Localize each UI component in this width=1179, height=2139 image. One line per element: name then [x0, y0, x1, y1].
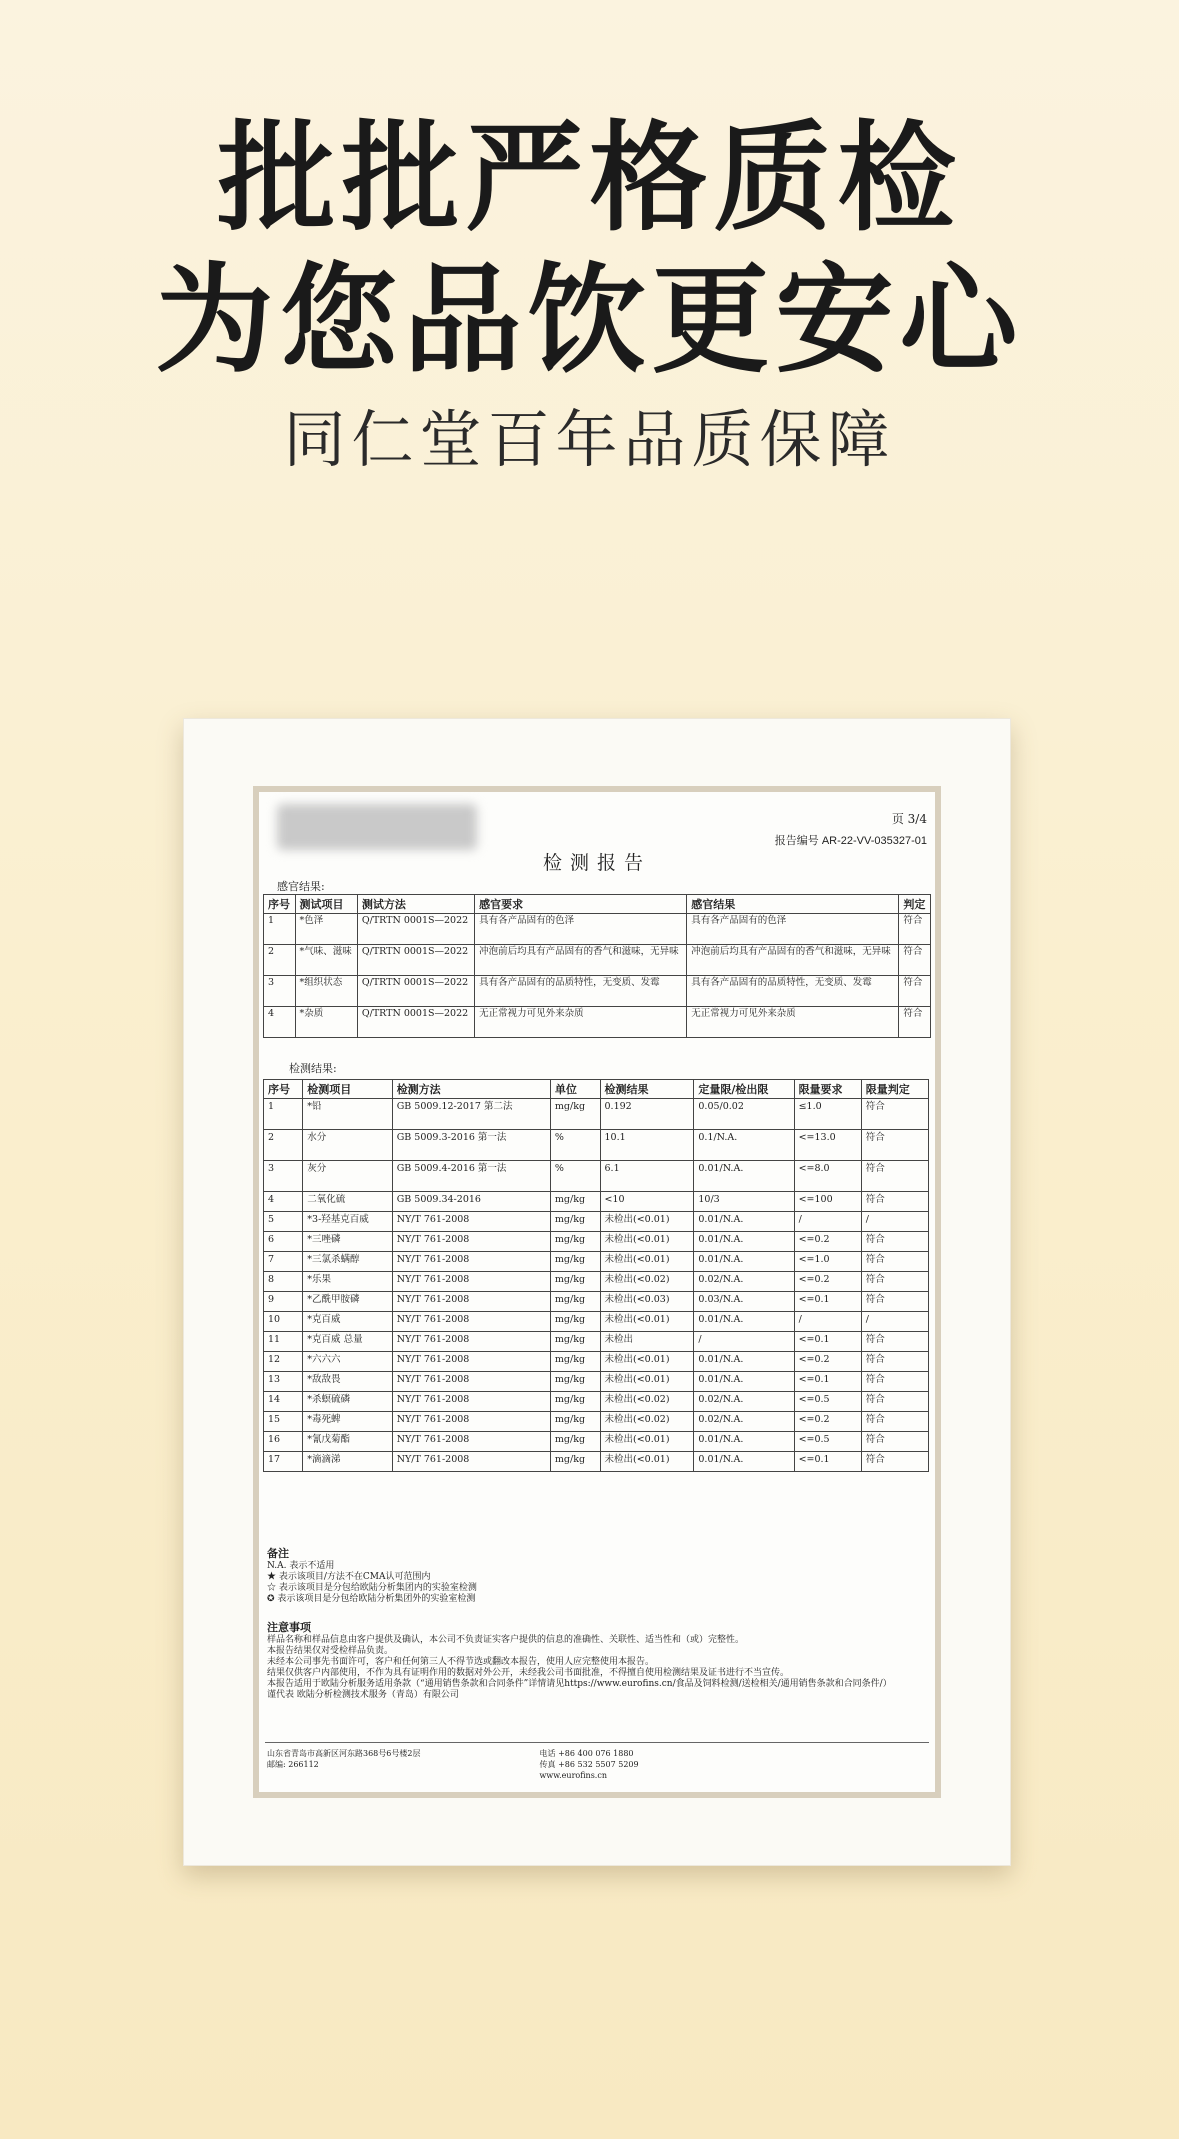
table-cell: 0.02/N.A.	[694, 1392, 794, 1412]
table-cell: *杂质	[295, 1007, 357, 1038]
table-header-cell: 检测项目	[303, 1080, 392, 1099]
table-cell: 9	[264, 1292, 303, 1312]
headline-line-2: 为您品饮更安心	[155, 251, 1024, 389]
page-number: 页 3/4	[891, 812, 927, 826]
table-cell: *杀螟硫磷	[303, 1392, 392, 1412]
table-cell: 未检出(<0.01)	[600, 1232, 694, 1252]
table-cell: 0.02/N.A.	[694, 1272, 794, 1292]
table-cell: mg/kg	[550, 1232, 600, 1252]
table-cell: NY/T 761-2008	[392, 1292, 550, 1312]
table-cell: 符合	[861, 1412, 928, 1432]
table-cell: <=0.5	[794, 1392, 861, 1412]
notice-title: 注意事项	[267, 1621, 311, 1634]
table-cell: 3	[264, 976, 296, 1007]
table-cell: /	[694, 1332, 794, 1352]
table-cell: *组织状态	[295, 976, 357, 1007]
frame-mat	[253, 786, 941, 1798]
table-row	[264, 1252, 929, 1272]
table-row	[264, 1161, 929, 1192]
table-cell: mg/kg	[550, 1192, 600, 1212]
table-row	[264, 1452, 929, 1472]
table-cell: 未检出(<0.03)	[600, 1292, 694, 1312]
remark-line: ☆ 表示该项目是分包给欧陆分析集团内的实验室检测	[267, 1583, 477, 1593]
table-cell: <10	[600, 1192, 694, 1212]
table-cell: 13	[264, 1372, 303, 1392]
table-cell: 具有各产品固有的色泽	[687, 914, 899, 945]
table-cell: 未检出(<0.01)	[600, 1312, 694, 1332]
table-cell: 未检出(<0.02)	[600, 1392, 694, 1412]
table-cell: 符合	[861, 1372, 928, 1392]
table-cell: 符合	[861, 1352, 928, 1372]
table-cell: *滴滴涕	[303, 1452, 392, 1472]
table-header-cell: 定量限/检出限	[694, 1080, 794, 1099]
table-cell: 二氧化硫	[303, 1192, 392, 1212]
table-cell: *3-羟基克百威	[303, 1212, 392, 1232]
table-cell: 符合	[861, 1232, 928, 1252]
table-row	[264, 976, 931, 1007]
table-cell: 17	[264, 1452, 303, 1472]
table-cell: 符合	[861, 1392, 928, 1412]
table-header-cell: 感官要求	[475, 895, 687, 914]
table-cell: mg/kg	[550, 1332, 600, 1352]
table-header-cell: 单位	[550, 1080, 600, 1099]
table-row	[264, 1007, 931, 1038]
table-cell: mg/kg	[550, 1412, 600, 1432]
table-cell: 0.01/N.A.	[694, 1352, 794, 1372]
remark-line: ✪ 表示该项目是分包给欧陆分析集团外的实验室检测	[267, 1594, 476, 1604]
table-cell: NY/T 761-2008	[392, 1252, 550, 1272]
table-cell: 未检出(<0.01)	[600, 1432, 694, 1452]
table-cell: 15	[264, 1412, 303, 1432]
table-cell: GB 5009.34-2016	[392, 1192, 550, 1212]
table-cell: *毒死蜱	[303, 1412, 392, 1432]
notice-line: 谨代表 欧陆分析检测技术服务（青岛）有限公司	[267, 1690, 459, 1700]
test-results-table	[263, 1079, 929, 1472]
table-cell: 无正常视力可见外来杂质	[475, 1007, 687, 1038]
table-header-cell: 序号	[264, 1080, 303, 1099]
table-cell: 4	[264, 1007, 296, 1038]
table-cell: 符合	[861, 1292, 928, 1312]
table-cell: <=0.2	[794, 1232, 861, 1252]
notice-line: 本报告结果仅对受检样品负责。	[267, 1646, 394, 1656]
table-cell: 2	[264, 1130, 303, 1161]
table-cell: *氰戊菊酯	[303, 1432, 392, 1452]
table-cell: <=8.0	[794, 1161, 861, 1192]
report-footer	[267, 1748, 917, 1781]
table-cell: %	[550, 1161, 600, 1192]
table-row	[264, 1212, 929, 1232]
table-cell: NY/T 761-2008	[392, 1272, 550, 1292]
table-cell: 具有各产品固有的品质特性，无变质、发霉	[687, 976, 899, 1007]
headline-line-1: 批批严格质检	[217, 109, 962, 247]
table-cell: NY/T 761-2008	[392, 1232, 550, 1252]
table-cell: 未检出(<0.01)	[600, 1212, 694, 1232]
table-header-cell: 感官结果	[687, 895, 899, 914]
footer-line: 山东省青岛市高新区河东路368号6号楼2层	[267, 1749, 421, 1758]
table-cell: 10/3	[694, 1192, 794, 1212]
table-cell: mg/kg	[550, 1272, 600, 1292]
table-cell: 符合	[861, 1432, 928, 1452]
table-cell: mg/kg	[550, 1292, 600, 1312]
table-cell: 未检出(<0.02)	[600, 1272, 694, 1292]
table-row	[264, 1232, 929, 1252]
table-cell: <=0.1	[794, 1292, 861, 1312]
table-cell: 2	[264, 945, 296, 976]
table-row	[264, 1332, 929, 1352]
table-cell: 冲泡前后均具有产品固有的香气和滋味，无异味	[687, 945, 899, 976]
table-header-cell: 测试方法	[357, 895, 474, 914]
table-cell: NY/T 761-2008	[392, 1452, 550, 1472]
table-cell: NY/T 761-2008	[392, 1412, 550, 1432]
table-cell: 0.01/N.A.	[694, 1372, 794, 1392]
table-cell: 0.01/N.A.	[694, 1432, 794, 1452]
table-cell: 1	[264, 1099, 303, 1130]
table-cell: 0.02/N.A.	[694, 1412, 794, 1432]
table-cell: GB 5009.4-2016 第一法	[392, 1161, 550, 1192]
table-cell: 水分	[303, 1130, 392, 1161]
table-cell: <=1.0	[794, 1252, 861, 1272]
table-cell: 0.01/N.A.	[694, 1161, 794, 1192]
notice-line: 未经本公司事先书面许可，客户和任何第三人不得节选或翻改本报告，使用人应完整使用本报告。	[267, 1657, 655, 1667]
table-cell: mg/kg	[550, 1099, 600, 1130]
table-row	[264, 1392, 929, 1412]
table-row	[264, 945, 931, 976]
table-cell: Q/TRTN 0001S—2022	[357, 914, 474, 945]
table-cell: NY/T 761-2008	[392, 1212, 550, 1232]
table-cell: 无正常视力可见外来杂质	[687, 1007, 899, 1038]
sensory-results-table	[263, 894, 931, 1038]
table-cell: 符合	[861, 1332, 928, 1352]
table-row	[264, 1130, 929, 1161]
table-cell: mg/kg	[550, 1252, 600, 1272]
table-cell: <=0.1	[794, 1452, 861, 1472]
table-header-cell: 测试项目	[295, 895, 357, 914]
table-cell: 灰分	[303, 1161, 392, 1192]
remarks-title: 备注	[267, 1547, 289, 1560]
table-cell: mg/kg	[550, 1452, 600, 1472]
table-cell: 8	[264, 1272, 303, 1292]
notice-line: 结果仅供客户内部使用，不作为具有证明作用的数据对外公开，未经我公司书面批准，不得擅自使用检测结果及证书进行不当宣传。	[267, 1668, 790, 1678]
table-cell: 符合	[899, 976, 931, 1007]
table-cell: GB 5009.12-2017 第二法	[392, 1099, 550, 1130]
table-cell: 0.01/N.A.	[694, 1312, 794, 1332]
table-cell: <=0.1	[794, 1332, 861, 1352]
table-cell: 10.1	[600, 1130, 694, 1161]
table-cell: mg/kg	[550, 1372, 600, 1392]
remark-line: ★ 表示该项目/方法不在CMA认可范围内	[267, 1572, 431, 1582]
table-cell: 0.05/0.02	[694, 1099, 794, 1130]
footer-line: 电话 +86 400 076 1880	[539, 1749, 634, 1758]
table-cell: mg/kg	[550, 1212, 600, 1232]
report-number: 报告编号 AR-22-VV-035327-01	[774, 835, 927, 847]
table-header-cell: 限量要求	[794, 1080, 861, 1099]
report-title: 检测报告	[542, 852, 651, 874]
footer-line: 传真 +86 532 5507 5209	[539, 1760, 639, 1769]
table-cell: 0.192	[600, 1099, 694, 1130]
sensory-section-label: 感官结果:	[277, 880, 325, 893]
table-header-cell: 限量判定	[861, 1080, 928, 1099]
table-cell: /	[794, 1312, 861, 1332]
footer-line: www.eurofins.cn	[539, 1771, 607, 1780]
table-cell: ≤1.0	[794, 1099, 861, 1130]
table-row	[264, 1352, 929, 1372]
table-cell: 0.01/N.A.	[694, 1252, 794, 1272]
table-cell: mg/kg	[550, 1352, 600, 1372]
table-cell: <=100	[794, 1192, 861, 1212]
table-cell: /	[861, 1312, 928, 1332]
table-header-cell: 检测方法	[392, 1080, 550, 1099]
table-cell: <=13.0	[794, 1130, 861, 1161]
table-cell: 3	[264, 1161, 303, 1192]
table-cell: NY/T 761-2008	[392, 1332, 550, 1352]
table-cell: 0.03/N.A.	[694, 1292, 794, 1312]
notice-line: 样品名称和样品信息由客户提供及确认，本公司不负责证实客户提供的信息的准确性、关联性、适当性和（或）完整性。	[267, 1635, 745, 1645]
table-cell: 0.01/N.A.	[694, 1212, 794, 1232]
table-cell: 符合	[861, 1252, 928, 1272]
table-cell: Q/TRTN 0001S—2022	[357, 1007, 474, 1038]
table-cell: *气味、滋味	[295, 945, 357, 976]
table-cell: *乙酰甲胺磷	[303, 1292, 392, 1312]
table-cell: *铅	[303, 1099, 392, 1130]
table-cell: 11	[264, 1332, 303, 1352]
table-cell: 符合	[861, 1452, 928, 1472]
table-row	[264, 1272, 929, 1292]
table-cell: 未检出(<0.01)	[600, 1252, 694, 1272]
remark-line: N.A. 表示不适用	[267, 1561, 335, 1571]
table-header-cell: 判定	[899, 895, 931, 914]
table-cell: <=0.1	[794, 1372, 861, 1392]
table-cell: 符合	[861, 1161, 928, 1192]
table-cell: Q/TRTN 0001S—2022	[357, 976, 474, 1007]
table-cell: *敌敌畏	[303, 1372, 392, 1392]
test-report-document	[259, 792, 935, 1792]
table-cell: 14	[264, 1392, 303, 1412]
table-cell: 未检出(<0.01)	[600, 1352, 694, 1372]
table-cell: 符合	[861, 1099, 928, 1130]
table-cell: 0.01/N.A.	[694, 1452, 794, 1472]
table-cell: 符合	[861, 1192, 928, 1212]
remarks-section	[267, 1548, 917, 1605]
table-cell: *克百威	[303, 1312, 392, 1332]
table-cell: <=0.2	[794, 1412, 861, 1432]
table-cell: 冲泡前后均具有产品固有的香气和滋味，无异味	[475, 945, 687, 976]
table-cell: mg/kg	[550, 1312, 600, 1332]
table-cell: /	[794, 1212, 861, 1232]
table-cell: 4	[264, 1192, 303, 1212]
table-cell: 符合	[899, 914, 931, 945]
table-cell: <=0.5	[794, 1432, 861, 1452]
table-row	[264, 1292, 929, 1312]
table-header-cell: 检测结果	[600, 1080, 694, 1099]
footer-line: 邮编: 266112	[267, 1760, 319, 1769]
table-row	[264, 1099, 929, 1130]
table-cell: mg/kg	[550, 1392, 600, 1412]
table-cell: 16	[264, 1432, 303, 1452]
table-cell: *色泽	[295, 914, 357, 945]
table-cell: 6.1	[600, 1161, 694, 1192]
table-row	[264, 914, 931, 945]
table-cell: 未检出	[600, 1332, 694, 1352]
table-row	[264, 1412, 929, 1432]
table-cell: *三氯杀螨醇	[303, 1252, 392, 1272]
blurred-logo	[277, 804, 477, 850]
table-cell: *六六六	[303, 1352, 392, 1372]
table-cell: NY/T 761-2008	[392, 1352, 550, 1372]
table-cell: %	[550, 1130, 600, 1161]
notice-line: 本报告适用于欧陆分析服务适用条款（“通用销售条款和合同条件”详情请见https://www.eurofins.cn/食品及饲料检测/送检相关/通用销售条款和合同条件/）	[267, 1679, 892, 1689]
table-cell: 12	[264, 1352, 303, 1372]
table-cell: *乐果	[303, 1272, 392, 1292]
table-cell: NY/T 761-2008	[392, 1392, 550, 1412]
table-cell: 具有各产品固有的品质特性，无变质、发霉	[475, 976, 687, 1007]
footer-divider	[265, 1742, 929, 1743]
table-cell: mg/kg	[550, 1432, 600, 1452]
table-cell: 10	[264, 1312, 303, 1332]
table-cell: 6	[264, 1232, 303, 1252]
table-cell: NY/T 761-2008	[392, 1372, 550, 1392]
table-row	[264, 1372, 929, 1392]
table-cell: <=0.2	[794, 1352, 861, 1372]
table-cell: 7	[264, 1252, 303, 1272]
table-cell: 符合	[861, 1130, 928, 1161]
table-cell: 1	[264, 914, 296, 945]
table-row	[264, 1192, 929, 1212]
table-cell: 未检出(<0.01)	[600, 1452, 694, 1472]
test-section-label: 检测结果:	[289, 1062, 337, 1075]
table-cell: NY/T 761-2008	[392, 1432, 550, 1452]
table-cell: 符合	[899, 945, 931, 976]
table-cell: Q/TRTN 0001S—2022	[357, 945, 474, 976]
table-cell: *克百威 总量	[303, 1332, 392, 1352]
table-cell: 符合	[899, 1007, 931, 1038]
table-cell: 0.01/N.A.	[694, 1232, 794, 1252]
photo-frame	[183, 718, 1011, 1866]
table-row	[264, 1312, 929, 1332]
table-cell: 未检出(<0.02)	[600, 1412, 694, 1432]
table-header-cell: 序号	[264, 895, 296, 914]
table-cell: 5	[264, 1212, 303, 1232]
table-cell: /	[861, 1212, 928, 1232]
notice-section	[267, 1622, 917, 1701]
table-cell: 具有各产品固有的色泽	[475, 914, 687, 945]
table-cell: 0.1/N.A.	[694, 1130, 794, 1161]
table-cell: NY/T 761-2008	[392, 1312, 550, 1332]
table-cell: 未检出(<0.01)	[600, 1372, 694, 1392]
table-cell: GB 5009.3-2016 第一法	[392, 1130, 550, 1161]
table-row	[264, 1432, 929, 1452]
headline-subtitle: 同仁堂百年品质保障	[283, 403, 896, 476]
table-cell: *三唑磷	[303, 1232, 392, 1252]
table-cell: 符合	[861, 1272, 928, 1292]
table-cell: <=0.2	[794, 1272, 861, 1292]
